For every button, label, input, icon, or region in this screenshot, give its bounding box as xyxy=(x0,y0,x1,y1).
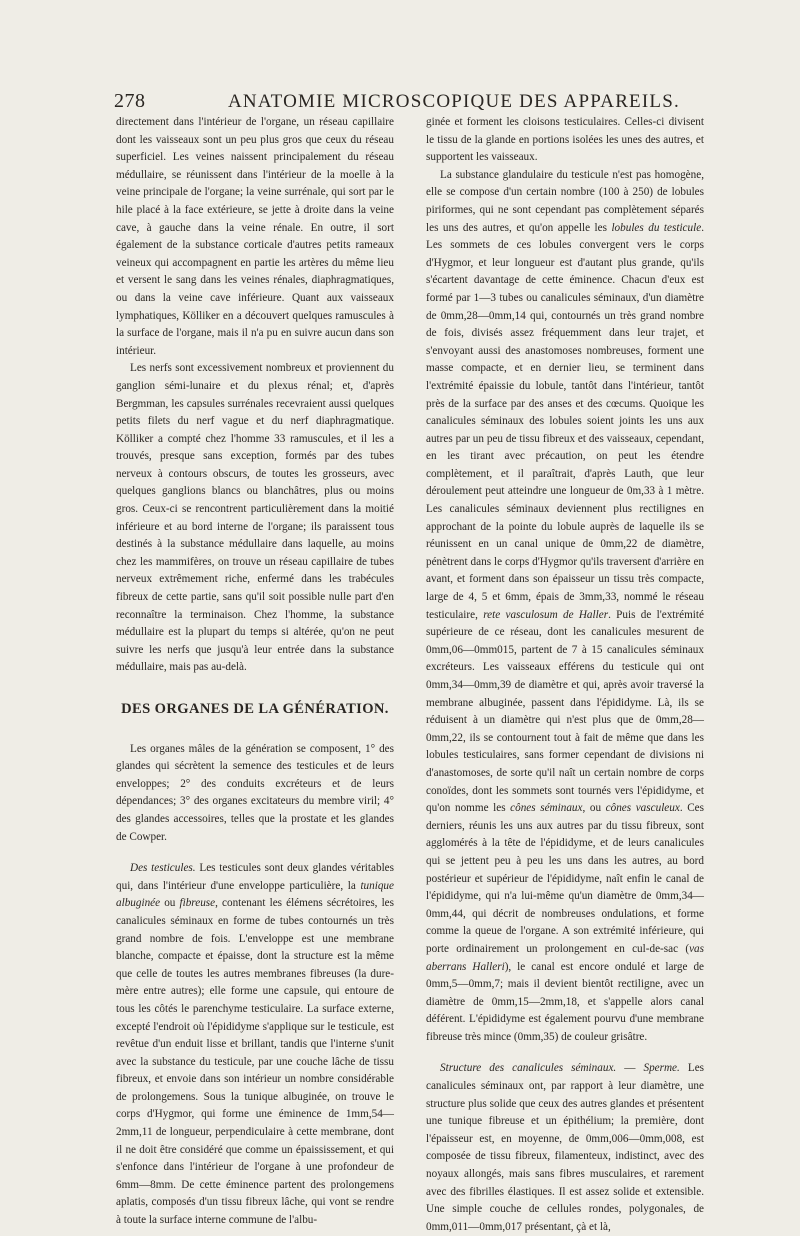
text-run: . Les sommets de ces lobules convergent vers le corps d'Hygmor, et leur longueur est d'autant plus grande, qu'ils s'écartent davantage de cette éminence. Chacun d'eux est formé par 1—3 tubes ou canalicules séminaux, d'un diamètre de 0mm,28—0mm,14 qui, contournés un très grand nombre de fois, divisés assez fréquemment dans leur trajet, et s'envoyant aussi des anastomoses nombreuses, forment une masse compacte, et en dernier lieu, se terminent dans l'extrémité épaissie du lobule, tantôt dans l'intérieur, tantôt près de la surface par des anses et des cœcums. Quoique les canalicules séminaux des lobules soient joints les uns aux autres par un peu de tissu fibreux et des vaisseaux, cependant, en les tirant avec précaution, on peut les étendre complètement, et il paraîtrait, d'après Lauth, que leur déroulement peut atteindre une longueur de 0m,33 à 1 mètre. Les canalicules séminaux deviennent plus rectilignes en approchant de la pointe du lobule auprès de laquelle ils se réunissent en un canal unique de 0mm,22 de diamètre, pénètrent dans le corps d'Hygmor qu'ils traversent d'arrière en avant, et forment dans son épaisseur un tissu très compacte, large de 4, 5 et 6mm, épais de 3mm,33, nommé le réseau testiculaire, xyxy=(426,221,704,621)
paragraph: directement dans l'intérieur de l'organe, un réseau capillaire dont les vaisseaux sont un peu plus gros que ceux du réseau superficiel. Les veines naissent principalement du réseau médullaire, se réunissent dans l'intérieur de la moelle à la veine principale de l'organe; la veine surrénale, qui sort par le hile placé à la face extérieure, se jette à droite dans la veine cave, à gauche dans la veine rénale. En outre, il sort également de la substance corticale d'autres petits rameaux veineux qui accompagnent en partie les artères du même lieu et versent le sang dans les veines rénales, diaphragmatiques, ou dans la veine cave inférieure. Quant aux vaisseaux lymphatiques, Kölliker en a découvert quelques ramuscules à la surface de l'organe, mais il n'a pu en suivre aucun dans son intérieur. xyxy=(116,116,394,357)
left-column xyxy=(116,114,394,1230)
paragraph: Les nerfs sont excessivement nombreux et proviennent du ganglion sémi-lunaire et du plexus rénal; et, d'après Bergmman, les capsules surrénales recevraient aussi quelques petits filets du nerf vague et du nerf diaphragmatique. Kölliker a compté chez l'homme 33 ramuscules, et il les a trouvés, presque sans exception, formés par des tubes nerveux à contours obscurs, de toutes les grosseurs, avec quelques ganglions blancs ou blanchâtres, plus ou moins gros. Ceux-ci se rencontrent particulièrement dans la moitié inférieure et au bord interne de l'organe; ils paraissent tous destinés à la substance médullaire dans laquelle, au moins chez les mammifères, on trouve un réseau capillaire de tubes nerveux extrêmement riche, enfermé dans les trabécules fibreux de cette partie, sans qu'il soit possible nulle part d'en reconnaître la terminaison. Chez l'homme, la substance médullaire est la plupart du temps si altérée, qu'on ne peut suivre les nerfs que jusqu'à leur entrée dans la substance médullaire, mais pas au-delà. xyxy=(116,362,394,674)
right-column xyxy=(426,114,704,1236)
text-run: Les testicules sont deux glandes véritables qui, dans l'intérieur d'une enveloppe particulière, la xyxy=(116,862,395,892)
text-run: Les canalicules séminaux ont, par rapport à leur diamètre, une structure plus solide que ceux des autres glandes et présentent une tunique fibreuse et un épithélium; la première, dont l'épaisseur est, en moyenne, de 0mm,006—0mm,008, est composée de tissu fibreux, filamenteux, indistinct, avec des noyaux allongés, mais sans fibres musculaires, et rarement avec des fibrilles élastiques. Il est assez solide et extensible. Une simple couche de cellules rondes, polygonales, de 0mm,011—0mm,017 présentant, çà et là, xyxy=(426,1062,705,1233)
section-title: DES ORGANES DE LA GÉNÉRATION. xyxy=(121,701,389,717)
italic-term: cônes vasculeux xyxy=(605,802,680,815)
paragraph xyxy=(116,860,394,1229)
paragraph: ginée et forment les cloisons testiculaires. Celles-ci divisent le tissu de la glande en portions isolées les unes des autres, et supportent les vaisseaux. xyxy=(426,116,704,164)
run-in-heading: Structure des canalicules séminaux. xyxy=(440,1062,617,1075)
italic-term: tunique albuginée xyxy=(116,879,394,910)
text-run: ), le canal est encore ondulé et large de 0mm,5—0mm,7; mais il devient bientôt rectiligne, avec un diamètre de 0mm,15—2mm,18, et s'appelle alors canal déférent. L'épididyme est également pourvu d'une membrane fibreuse très mince (0mm,35) de couleur grisâtre. xyxy=(426,960,705,1043)
italic-term: cônes séminaux xyxy=(510,802,583,815)
italic-term: rete vasculosum de Haller xyxy=(483,608,609,621)
italic-term: lobules du testicule xyxy=(611,221,702,234)
italic-term: fibreuse xyxy=(179,897,216,910)
text-run: — xyxy=(616,1062,644,1075)
italic-term: vas aberrans Halleri xyxy=(426,942,704,973)
text-run: . Ces derniers, réunis les uns aux autres par du tissu fibreux, sont agglomérés à la tête de l'épididyme, et de leurs canalicules qui se jettent peu à peu les uns dans les autres, au bord postérieur et supérieur de l'épididyme, naît enfin le canal de l'épididyme, qui n'a lui-même qu'un diamètre de 0mm,34—0mm,44, qui décrit de nombreuses ondulations, et forme comme la queue de l'organe. A son extrémité inférieure, qui porte ordinairement un prolongement en cul-de-sac ( xyxy=(426,802,704,955)
run-in-heading: Sperme. xyxy=(643,1062,680,1075)
running-title: ANATOMIE MICROSCOPIQUE DES APPAREILS. xyxy=(228,91,680,112)
paragraph xyxy=(426,1060,704,1236)
paragraph xyxy=(426,167,704,1047)
page-number: 278 xyxy=(114,90,146,112)
text-run: , contenant les élémens sécrétoires, les canalicules séminaux en forme de tubes contournés un très grand nombre de fois. L'enveloppe est une membrane blanche, compacte et épaisse, dont la structure est la même que celle de toutes les autres membranes fibreuses (la dure-mère entre autres); elle forme une capsule, qui entoure de tous les côtés le parenchyme testiculaire. La surface externe, excepté l'endroit où l'épididyme s'applique sur le testicule, est revêtue d'un enduit lisse et brillant, tandis que l'interne s'unit avec la substance du testicule, par une couche lâche de tissu fibreux, et envoie dans son intérieur un nombre considérable de prolongemens. Sous la tunique albuginée, on trouve le corps d'Hygmor, qui forme une éminence de 1mm,54—2mm,11 de longueur, perpendiculaire à cette membrane, dont il ne doit être considéré que comme un épaississement, et qui s'enfonce dans l'intérieur de l'organe à une profondeur de 6mm—8mm. De cette éminence partent des prolongemens aplatis, composés d'un tissu fibreux lâche, qui vont se rendre à toute la surface interne commune de l'albu- xyxy=(116,897,394,1227)
text-run: ou xyxy=(160,897,180,910)
paragraph: Les organes mâles de la génération se composent, 1° des glandes qui sécrètent la semence des testicules et de leurs enveloppes; 2° des conduits excréteurs et de leurs dépendances; 3° des organes excitateurs du membre viril; 4° des glandes accessoires, telles que la prostate et les glandes de Cowper. xyxy=(116,742,394,843)
text-run: . Puis de l'extrémité supérieure de ce réseau, dont les canalicules mesurent de 0mm,06—0mm015, partent de 7 à 15 canalicules séminaux excréteurs. Les vaisseaux efférens du testicule qui ont 0mm,34—0mm,39 de diamètre et qui, après avoir traversé la membrane albuginée, passent dans l'épididyme. Là, ils se réduisent à un diamètre qui n'est plus que de 0mm,28—0mm,22, ils se contournent tout à fait de même que dans les lobules testiculaires, sans former cependant de divisions ni d'anastomoses, de sorte qu'il naît un certain nombre de corps conoïdes, dont les sommets sont tournés vers l'épididyme, et qu'on nomme les xyxy=(426,608,704,815)
text-run: La substance glandulaire du testicule n'est pas homogène, elle se compose d'un certain nombre (100 à 250) de lobules piriformes, qui ne sont cependant pas complètement séparés les uns des autres, et qu'on appelle les xyxy=(426,168,704,234)
run-in-heading: Des testicules. xyxy=(130,862,196,875)
text-run: , ou xyxy=(582,802,606,815)
